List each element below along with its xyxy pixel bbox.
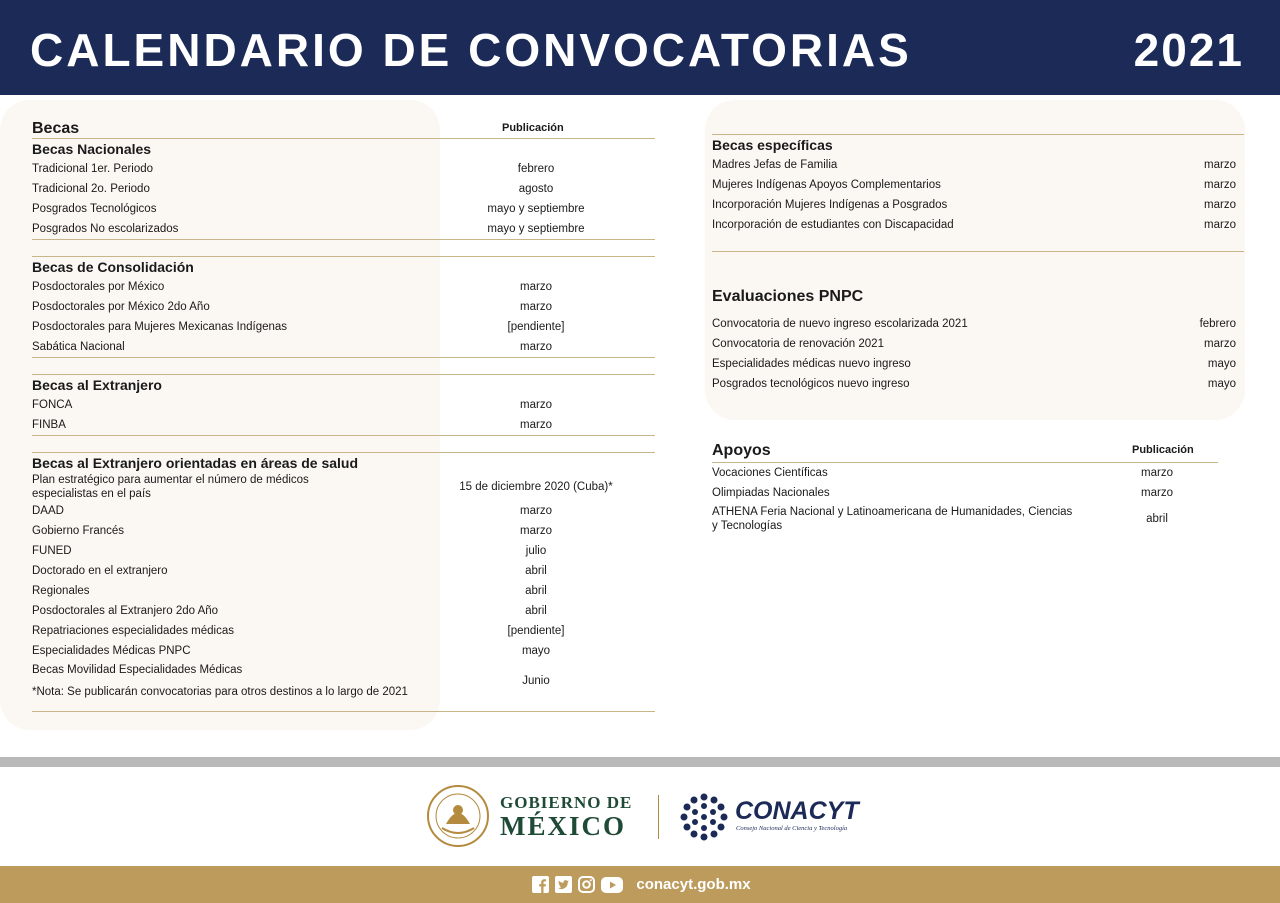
row-label: ATHENA Feria Nacional y Latinoamericana de Humanidades, Ciencias y Tecnologías	[712, 506, 1073, 532]
row-date: abril	[525, 565, 547, 577]
row-label: Posgrados Tecnológicos	[32, 203, 157, 215]
row-label: Especialidades médicas nuevo ingreso	[712, 358, 911, 370]
table-row	[32, 277, 655, 297]
becas-header	[32, 116, 655, 139]
table-row	[32, 159, 655, 179]
row-label: Convocatoria de nuevo ingreso escolarizada 2021	[712, 318, 968, 330]
table-row	[32, 395, 655, 415]
row-date: agosto	[518, 183, 554, 195]
group-spacer	[32, 436, 655, 452]
table-row	[32, 521, 655, 541]
movilidad-value: Junio	[522, 675, 550, 687]
row-date: febrero	[1199, 318, 1236, 330]
logos-strip	[0, 767, 1280, 867]
row-date: marzo	[1141, 487, 1173, 499]
right-column	[712, 116, 1244, 535]
especificas-bottom-rule	[712, 251, 1244, 252]
row-label: Incorporación de estudiantes con Discapacidad	[712, 219, 954, 231]
row-label: Sabática Nacional	[32, 341, 125, 353]
group-title: Becas de Consolidación	[32, 259, 194, 275]
apoyos-title: Apoyos	[712, 442, 771, 459]
table-row	[32, 473, 655, 501]
row-date: mayo y septiembre	[487, 203, 585, 215]
table-row	[32, 501, 655, 521]
table-row	[712, 334, 1244, 354]
becas-bottom-rule	[32, 711, 655, 712]
row-label: Repatriaciones especialidades médicas	[32, 625, 235, 637]
table-row	[712, 155, 1244, 175]
table-row	[712, 503, 1218, 535]
table-row	[32, 297, 655, 317]
apoyos-header	[712, 438, 1218, 463]
table-row	[32, 415, 655, 435]
table-row	[32, 317, 655, 337]
row-date: julio	[525, 545, 547, 557]
gobierno-line2: MÉXICO	[500, 811, 626, 841]
row-date: marzo	[520, 525, 552, 537]
group-title: Becas al Extranjero	[32, 377, 162, 393]
row-label: Madres Jefas de Familia	[712, 159, 838, 171]
movilidad-block	[32, 661, 655, 711]
row-label: Gobierno Francés	[32, 525, 125, 537]
table-row	[32, 561, 655, 581]
group-spacer	[32, 358, 655, 374]
header-banner	[0, 0, 1280, 95]
row-label: Doctorado en el extranjero	[32, 565, 168, 577]
row-label: Posgrados tecnológicos nuevo ingreso	[712, 378, 910, 390]
row-date: febrero	[517, 163, 555, 175]
row-label: Vocaciones Científicas	[712, 467, 828, 479]
row-label: Posdoctorales por México	[32, 281, 165, 293]
table-row	[712, 483, 1218, 503]
table-row	[32, 179, 655, 199]
table-row	[712, 314, 1244, 334]
table-row	[32, 621, 655, 641]
logo-separator	[658, 795, 659, 839]
conacyt-subtitle: Consejo Nacional de Ciencia y Tecnología	[736, 825, 848, 832]
row-label: Olimpiadas Nacionales	[712, 487, 830, 499]
row-date: abril	[1146, 513, 1168, 525]
row-date: marzo	[520, 505, 552, 517]
table-row	[712, 195, 1244, 215]
row-date: mayo	[1207, 358, 1236, 370]
row-date: marzo	[1141, 467, 1173, 479]
row-label: FUNED	[32, 545, 72, 557]
movilidad-title: Becas Movilidad Especialidades Médicas	[32, 664, 243, 676]
group-title: Becas Nacionales	[32, 141, 152, 157]
row-label: FONCA	[32, 399, 73, 411]
youtube-icon[interactable]	[601, 876, 623, 893]
table-row	[712, 463, 1218, 483]
row-label: Tradicional 2o. Periodo	[32, 183, 150, 195]
row-label: Regionales	[32, 585, 90, 597]
row-label: FINBA	[32, 419, 66, 431]
twitter-icon[interactable]	[555, 876, 572, 893]
row-date: abril	[525, 585, 547, 597]
row-label: Posdoctorales por México 2do Año	[32, 301, 210, 313]
conacyt-logo-icon	[678, 791, 730, 843]
group-spacer	[32, 240, 655, 256]
row-date: marzo	[1204, 199, 1236, 211]
row-date: marzo	[1204, 159, 1236, 171]
row-label: DAAD	[32, 505, 64, 517]
row-date: mayo	[1207, 378, 1236, 390]
table-row	[712, 215, 1244, 235]
row-date: marzo	[520, 419, 552, 431]
table-row	[32, 541, 655, 561]
instagram-icon[interactable]	[578, 876, 595, 893]
table-row	[32, 581, 655, 601]
row-label: Plan estratégico para aumentar el número de médicos especialistas en el país	[32, 474, 309, 500]
page-title: CALENDARIO DE CONVOCATORIAS	[30, 24, 912, 76]
row-date: marzo	[1204, 179, 1236, 191]
becas-especificas	[712, 135, 1244, 235]
apoyos-section	[712, 438, 1218, 535]
row-date: [pendiente]	[507, 321, 565, 333]
becas-groups	[32, 139, 655, 661]
table-row	[32, 601, 655, 621]
movilidad-note: *Nota: Se publicarán convocatorias para otros destinos a lo largo de 2021	[32, 686, 408, 698]
row-date: marzo	[520, 281, 552, 293]
row-label: Incorporación Mujeres Indígenas a Posgrados	[712, 199, 948, 211]
row-date: marzo	[520, 341, 552, 353]
row-date: marzo	[1204, 219, 1236, 231]
row-date: marzo	[520, 399, 552, 411]
grey-divider	[0, 757, 1280, 767]
row-date: [pendiente]	[507, 625, 565, 637]
becas-heading: Becas	[32, 120, 80, 137]
row-label: Especialidades Médicas PNPC	[32, 645, 191, 657]
facebook-icon[interactable]	[532, 876, 549, 893]
table-row	[32, 337, 655, 357]
website-link[interactable]: conacyt.gob.mx	[636, 876, 751, 893]
footer-bar	[0, 866, 1280, 903]
row-label: Tradicional 1er. Periodo	[32, 163, 154, 175]
row-date: mayo	[521, 645, 551, 657]
publicacion-label: Publicación	[502, 122, 564, 134]
row-date: 15 de diciembre 2020 (Cuba)*	[459, 481, 613, 493]
becas-column	[32, 116, 655, 712]
table-row	[712, 175, 1244, 195]
row-label: Posdoctorales al Extranjero 2do Año	[32, 605, 219, 617]
row-label: Posgrados No escolarizados	[32, 223, 179, 235]
pnpc-title: Evaluaciones PNPC	[712, 288, 864, 305]
row-label: Mujeres Indígenas Apoyos Complementarios	[712, 179, 941, 191]
row-date: marzo	[1204, 338, 1236, 350]
table-row	[32, 641, 655, 661]
especificas-title: Becas específicas	[712, 137, 833, 153]
row-date: mayo y septiembre	[487, 223, 585, 235]
row-date: marzo	[520, 301, 552, 313]
table-row	[712, 374, 1244, 394]
page-year: 2021	[1133, 24, 1244, 76]
mexico-seal-icon	[426, 784, 490, 848]
row-label: Convocatoria de renovación 2021	[712, 338, 884, 350]
row-date: abril	[525, 605, 547, 617]
table-row	[32, 219, 655, 239]
apoyos-publicacion-label: Publicación	[1132, 444, 1194, 456]
gobierno-line1: GOBIERNO DE	[500, 793, 633, 812]
group-title: Becas al Extranjero orientadas en áreas de salud	[32, 455, 359, 471]
conacyt-wordmark: CONACYT	[735, 797, 859, 825]
table-row	[32, 199, 655, 219]
evaluaciones-pnpc	[712, 284, 1244, 394]
table-row	[712, 354, 1244, 374]
row-label: Posdoctorales para Mujeres Mexicanas Indígenas	[32, 321, 288, 333]
